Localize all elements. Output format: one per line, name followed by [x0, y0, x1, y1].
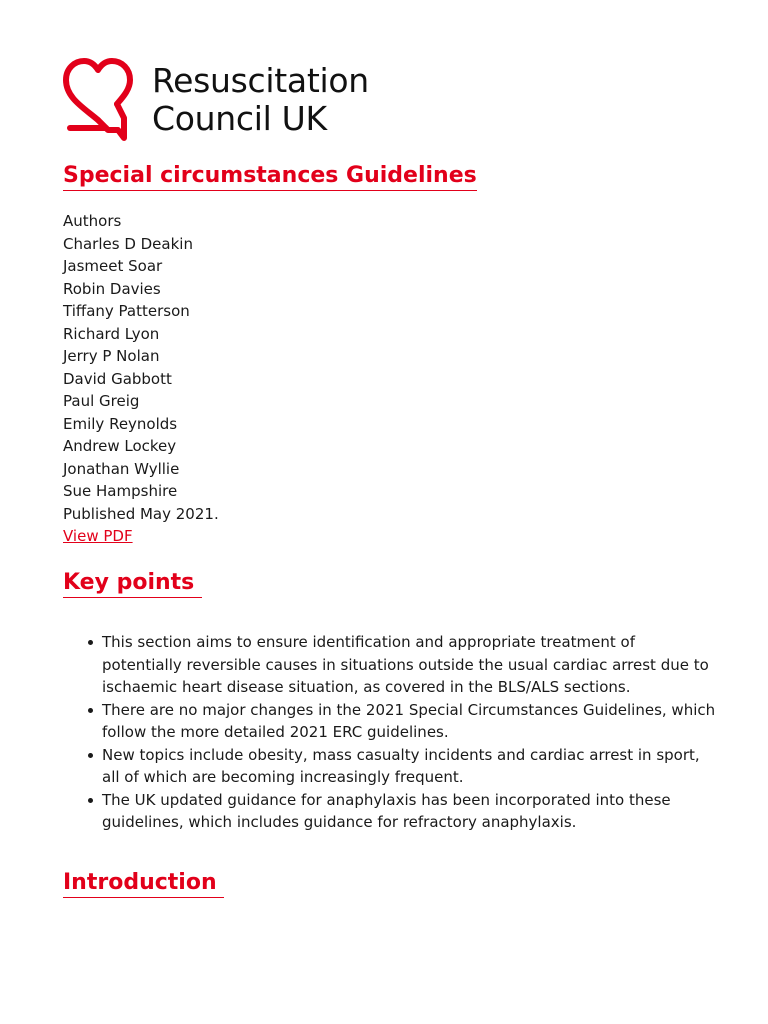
author-name: Charles D Deakin: [63, 234, 193, 253]
author-name: Robin Davies: [63, 279, 161, 298]
list-item: There are no major changes in the 2021 Special Circumstances Guidelines, which follow the more detailed 2021 ERC guidelines.: [76, 699, 716, 744]
author-name: Jasmeet Soar: [63, 257, 163, 275]
published-date: Published May 2021.: [63, 504, 219, 523]
author-name: Sue Hampshire: [63, 482, 178, 500]
authors-label: Authors: [63, 212, 122, 230]
author-name: Richard Lyon: [63, 324, 160, 343]
author-name: Jerry P Nolan: [63, 347, 160, 365]
author-name: Jonathan Wyllie: [63, 459, 180, 478]
authors-block: [63, 210, 219, 548]
list-item: New topics include obesity, mass casualty incidents and cardiac arrest in sport, all of which are becoming increasingly frequent.: [76, 744, 716, 789]
key-points-heading: Key points: [63, 569, 202, 598]
author-name: Emily Reynolds: [63, 414, 178, 433]
view-pdf-link[interactable]: View PDF: [63, 527, 133, 545]
author-name: Tiffany Patterson: [63, 302, 190, 320]
author-name: Andrew Lockey: [63, 437, 177, 455]
list-item: This section aims to ensure identification and appropriate treatment of potentially reversible causes in situations outside the usual cardiac arrest due to ischaemic heart disease situation, as covered in the BLS/ALS sections.: [76, 631, 716, 699]
logo: [62, 58, 369, 142]
logo-line-1: Resuscitation: [152, 61, 369, 100]
key-points-list: [76, 631, 716, 834]
logo-line-2: Council UK: [152, 99, 327, 138]
logo-wordmark: [152, 62, 369, 138]
list-item: The UK updated guidance for anaphylaxis has been incorporated into these guidelines, which includes guidance for refractory anaphylaxis.: [76, 789, 716, 834]
heart-speech-bubble-icon: [62, 58, 134, 142]
introduction-heading: Introduction: [63, 869, 224, 898]
page-title: Special circumstances Guidelines: [63, 162, 477, 191]
author-name: David Gabbott: [63, 369, 172, 388]
author-name: Paul Greig: [63, 392, 140, 410]
